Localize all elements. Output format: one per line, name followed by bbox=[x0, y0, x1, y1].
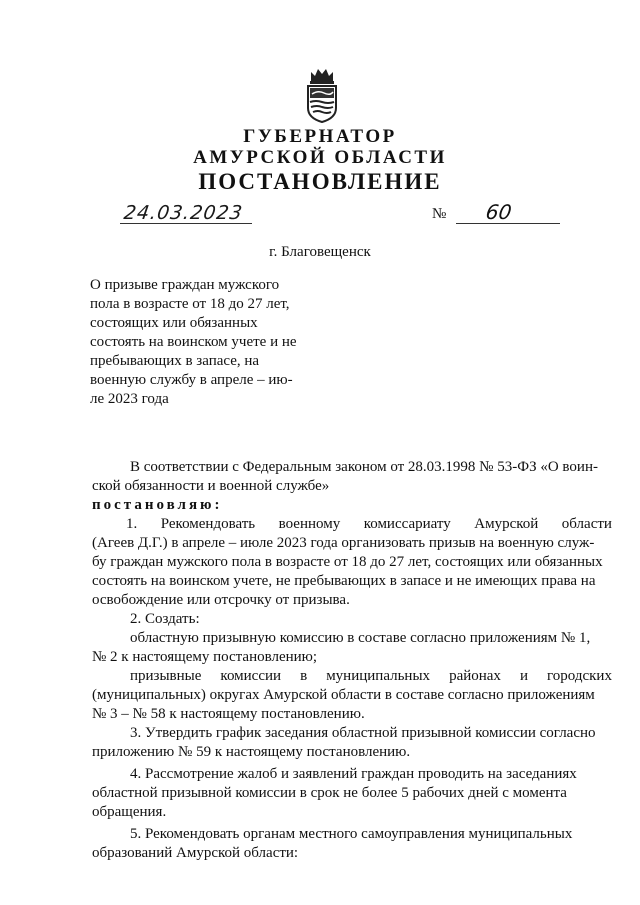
city: г. Благовещенск bbox=[269, 244, 371, 260]
amur-region-coat-of-arms-icon bbox=[304, 66, 340, 124]
p3-line: приложению № 59 к настоящему постановлению. bbox=[92, 744, 411, 760]
header-document-type: ПОСТАНОВЛЕНИЕ bbox=[198, 169, 442, 194]
word: районах bbox=[449, 668, 501, 684]
p5-line: образований Амурской области: bbox=[92, 845, 299, 861]
number-handwritten: 60 bbox=[484, 200, 514, 224]
p2-line: областную призывную комиссию в составе согласно приложениям № 1, bbox=[130, 630, 591, 646]
decree-word: постановляю: bbox=[92, 497, 223, 513]
p2-line: (муниципальных) округах Амурской области в составе согласно приложениям bbox=[92, 687, 595, 703]
subject-line: состоящих или обязанных bbox=[90, 315, 258, 331]
header-title-region: АМУРСКОЙ ОБЛАСТИ bbox=[193, 147, 447, 168]
subject-line: состоять на воинском учете и не bbox=[90, 334, 297, 350]
word: призывные bbox=[130, 668, 202, 684]
word: и bbox=[519, 668, 528, 684]
p1-first-line bbox=[92, 515, 612, 534]
date-underline bbox=[120, 223, 252, 224]
document-number bbox=[456, 200, 560, 228]
preamble-line: ской обязанности и военной службе» bbox=[92, 478, 330, 494]
p2-title: 2. Создать: bbox=[130, 611, 200, 627]
document-date bbox=[120, 200, 260, 228]
p2-line: № 2 к настоящему постановлению; bbox=[92, 649, 318, 665]
word: комиссариату bbox=[363, 516, 451, 532]
word: области bbox=[561, 516, 612, 532]
header-title-governor: ГУБЕРНАТОР bbox=[243, 126, 397, 147]
word: Рекомендовать bbox=[160, 516, 256, 532]
subject-line: военную службу в апреле – ию- bbox=[90, 372, 293, 388]
p1-line: состоять на воинском учете, не пребывающих в запасе и не имеющих права на bbox=[92, 573, 596, 589]
p1-line: освобождение или отсрочку от призыва. bbox=[92, 592, 350, 608]
word: военному bbox=[278, 516, 341, 532]
subject-line: пола в возрасте от 18 до 27 лет, bbox=[90, 296, 290, 312]
number-underline bbox=[456, 223, 560, 224]
date-handwritten: 24.03.2023 bbox=[122, 202, 245, 224]
p2-justified-line bbox=[92, 667, 612, 686]
word: Амурской bbox=[474, 516, 539, 532]
word: комиссии bbox=[220, 668, 282, 684]
subject-line: пребывающих в запасе, на bbox=[90, 353, 260, 369]
preamble-line: В соответствии с Федеральным законом от 28.03.1998 № 53-ФЗ «О воин- bbox=[130, 459, 598, 475]
word: городских bbox=[547, 668, 612, 684]
p1-line: бу граждан мужского пола в возрасте от 18 до 27 лет, состоящих или обязанных bbox=[92, 554, 603, 570]
p5-line: 5. Рекомендовать органам местного самоуправления муниципальных bbox=[130, 826, 573, 842]
p4-line: обращения. bbox=[92, 804, 167, 820]
word: муниципальных bbox=[326, 668, 431, 684]
p3-line: 3. Утвердить график заседания областной призывной комиссии согласно bbox=[130, 725, 596, 741]
p2-line: № 3 – № 58 к настоящему постановлению. bbox=[92, 706, 365, 722]
document-body bbox=[92, 458, 612, 863]
document-subject bbox=[90, 276, 320, 409]
p1-line: (Агеев Д.Г.) в апреле – июле 2023 года организовать призыв на военную служ- bbox=[92, 535, 595, 551]
p4-line: областной призывной комиссии в срок не более 5 рабочих дней с момента bbox=[92, 785, 567, 801]
word: в bbox=[300, 668, 308, 684]
subject-line: О призыве граждан мужского bbox=[90, 277, 280, 293]
p4-line: 4. Рассмотрение жалоб и заявлений граждан проводить на заседаниях bbox=[130, 766, 577, 782]
word: 1. bbox=[126, 516, 138, 532]
number-label: № bbox=[432, 206, 447, 222]
subject-line: ле 2023 года bbox=[90, 391, 169, 407]
